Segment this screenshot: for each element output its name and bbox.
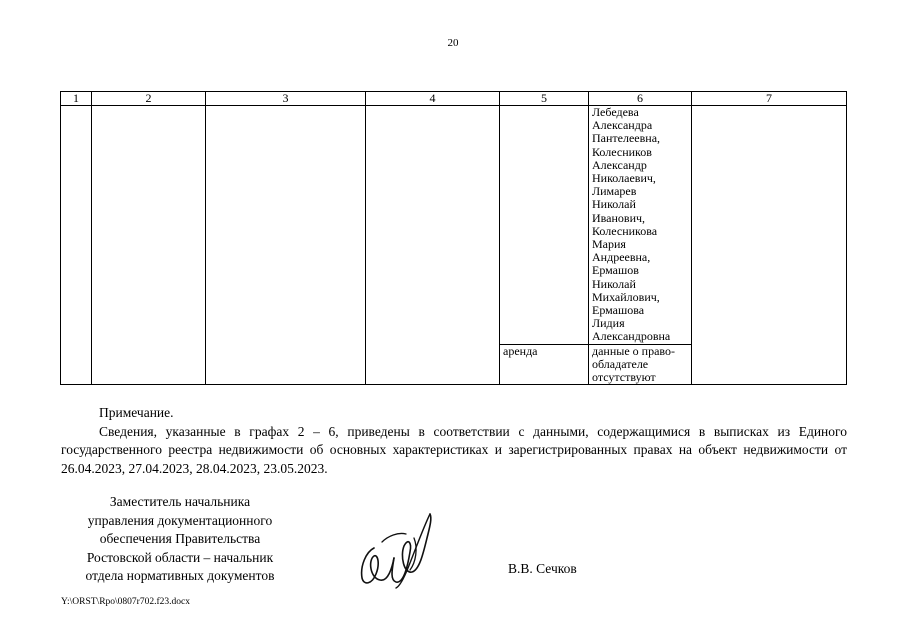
rightholder-line: Колесникова [592,223,658,238]
rightholder-line: Андреевна, [592,250,651,265]
column-header: 1 [61,92,92,106]
column-header: 6 [589,92,692,106]
rightholder-line: Ермашов [592,263,639,278]
rightholders-cell [589,344,692,385]
rightholder-line: Лидия [592,316,625,331]
rightholder-line: Михайлович, [592,289,660,304]
table-cell-col2 [92,106,206,385]
column-header: 4 [366,92,500,106]
column-header: 3 [206,92,366,106]
table-header-row [61,92,847,106]
rightholder-line: Лимарев [592,184,637,199]
rightholder-line: Николай [592,197,636,212]
table-cell-col4 [366,106,500,385]
rightholders-cell [589,106,692,345]
rightholder-line: Николай [592,276,636,291]
rightholder-line: отсутствуют [592,370,656,385]
position-line: обеспечения Правительства [99,531,261,546]
position-line: отдела нормативных документов [85,568,275,583]
signatory-position [60,493,300,586]
table-row [61,106,847,345]
note-block [61,404,847,478]
rightholder-line: Александр [592,157,647,172]
rightholder-line: Пантелеевна, [592,131,661,146]
handwritten-signature [352,508,438,590]
rightholder-line: Ермашова [592,303,645,318]
register-table [60,91,847,385]
note-title: Примечание. [99,405,174,420]
column-header: 5 [500,92,589,106]
column-header: 7 [692,92,847,106]
column-header: 2 [92,92,206,106]
rightholder-line: Александровна [592,329,671,344]
signatory-name: В.В. Сечков [508,561,577,576]
rightholder-line: Мария [592,237,626,252]
file-path: Y:\ORST\Rpo\0807r702.f23.docx [61,597,190,607]
position-line: Ростовской области – начальник [86,549,274,565]
table-cell-col5: аренда [500,344,589,385]
rightholder-line: Николаевич, [592,171,656,186]
rightholder-line: Александра [592,118,653,133]
rightholder-line: Иванович, [592,210,646,225]
rightholder-line: Колесников [592,144,652,159]
rightholder-line: данные о право- [592,343,675,358]
rightholder-line: Лебедева [592,105,639,119]
rightholder-line: обладателе [592,356,649,371]
table-cell-col7 [692,106,847,385]
table-cell-col5 [500,106,589,345]
position-line: Заместитель начальника [109,494,251,509]
page-number: 20 [447,37,459,49]
table-cell-col3 [206,106,366,385]
table-cell-col1 [61,106,92,385]
note-text: Сведения, указанные в графах 2 – 6, приведены в соответствии с данными, содержащимися в выписках из Единого государственного реестра недвижимости об основных характеристиках и зарегистрированных правах на объект недвижимости от 26.04.2023, 27.04.2023, 28.04.2023, 23.05.2023. [61,423,847,476]
position-line: управления документационного [87,512,273,528]
